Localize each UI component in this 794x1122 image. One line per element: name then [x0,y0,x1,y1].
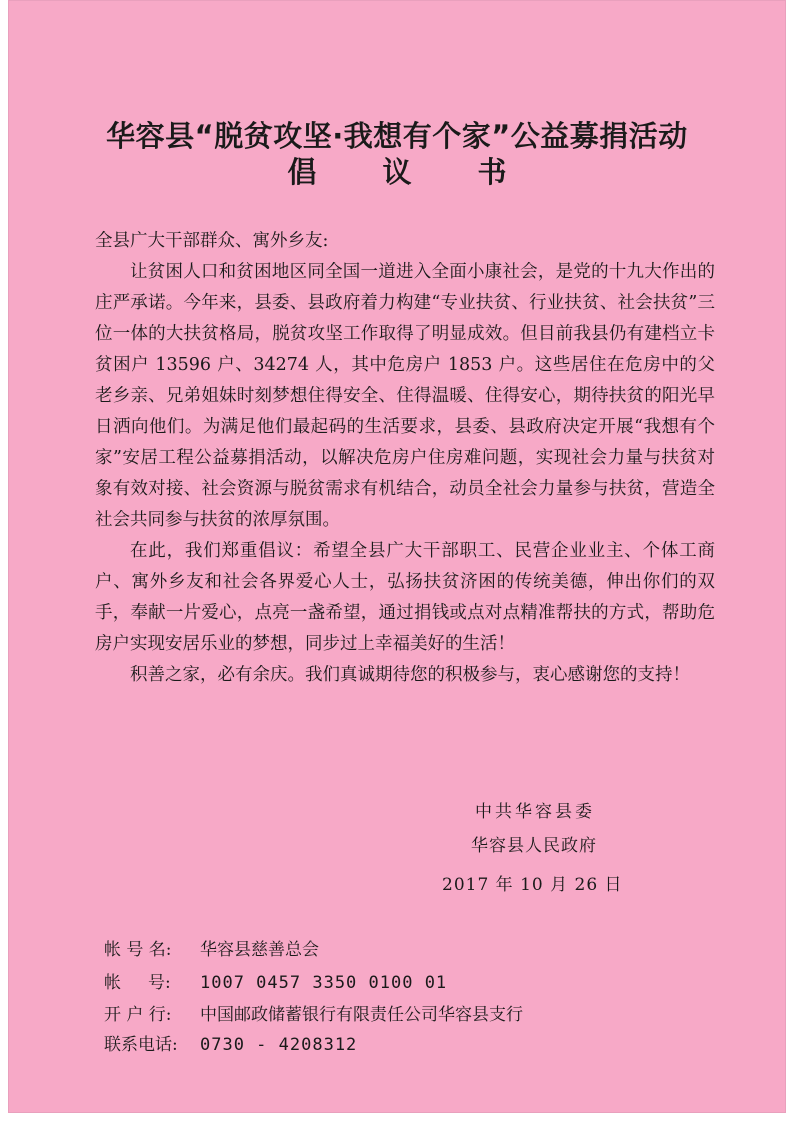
paragraph: 积善之家，必有余庆。我们真诚期待您的积极参与，衷心感谢您的支持！ [130,665,690,685]
signature-org-party: 中共华容县委 [475,802,595,822]
paragraph: 让贫困人口和贫困地区同全国一道进入全面小康社会，是党的十九大作出的庄严承诺。今年来，县委、县政府着力构建“专业扶贫、行业扶贫、社会扶贫”三位一体的大扶贫格局，脱贫攻坚工作取得了明显成效。但目前我县仍有建档立卡贫困户 13596 户、34274 人，其中危房户 1853 户。这些居住在危房中的父老乡亲、兄弟姐妹时刻梦想住得安全、住得温暖、住得安心，期待扶贫的阳光早日洒向他们。为满足他们最起码的生活要求，县委、县政府决定开展“我想有个家”安居工程公益募捐活动，以解决危房户住房难问题，实现社会力量与扶贫对象有效对接、社会资源与脱贫需求有机结合，动员全社会力量参与扶贫，营造全社会共同参与扶贫的浓厚氛围。 [95,262,715,530]
phone-row [104,1030,357,1055]
bank-label: 开 户 行: [104,1005,172,1025]
subtitle-char: 倡 [287,155,317,189]
account-name-row [104,935,319,960]
subtitle-char: 议 [382,155,412,189]
bank-value: 中国邮政储蓄银行有限责任公司华容县支行 [200,1005,523,1025]
account-name-value: 华容县慈善总会 [200,940,319,960]
bank-row [104,1000,523,1025]
account-name-label: 帐 号 名: [104,940,172,960]
document-title: 华容县“脱贫攻坚·我想有个家”公益募捐活动 [106,119,688,153]
phone-value: 0730 - 4208312 [200,1035,358,1055]
greeting: 全县广大干部群众、寓外乡友: [95,231,329,251]
document-body [95,226,715,691]
phone-label: 联系电话: [104,1035,178,1055]
signature-org-government: 华容县人民政府 [471,836,597,856]
paragraph: 在此，我们郑重倡议：希望全县广大干部职工、民营企业业主、个体工商户、寓外乡友和社会各界爱心人士，弘扬扶贫济困的传统美德，伸出你们的双手，奉献一片爱心，点亮一盏希望，通过捐钱或点对点精准帮扶的方式，帮助危房户实现安居乐业的梦想，同步过上幸福美好的生活！ [95,541,715,654]
subtitle-char: 书 [477,155,507,189]
account-number-value: 1007 0457 3350 0100 01 [200,973,448,993]
account-number-label: 帐 号: [104,973,171,993]
document-page [8,0,786,1113]
document-subtitle [8,150,786,191]
account-number-row [104,968,447,993]
signature-date: 2017 年 10 月 26 日 [442,875,623,895]
